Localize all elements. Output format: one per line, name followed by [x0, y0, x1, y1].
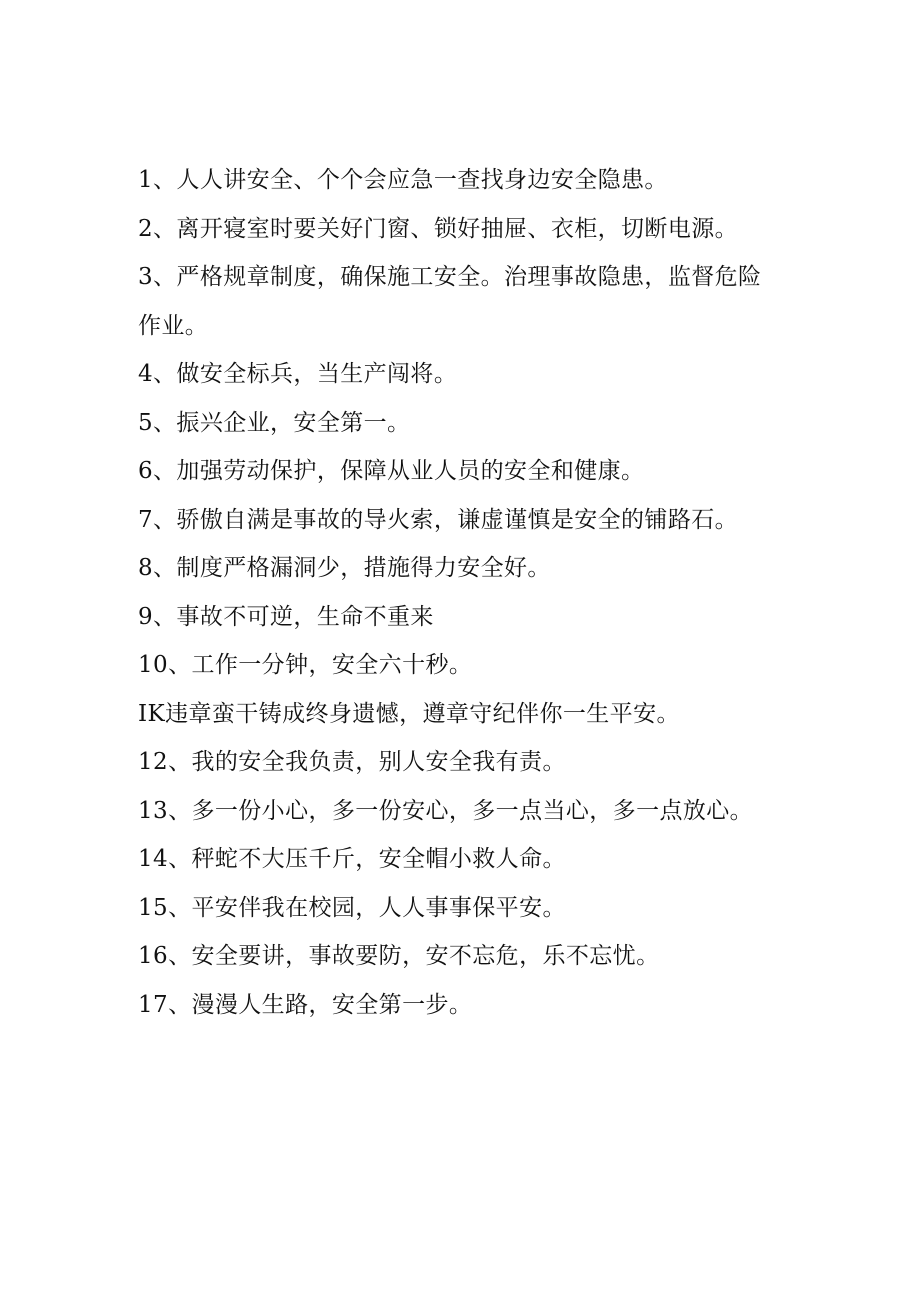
slogan-line-11: IK违章蛮干铸成终身遗憾，遵章守纪伴你一生平安。 [138, 700, 680, 727]
slogan-line-9: 9、事故不可逆，生命不重来 [138, 603, 434, 630]
slogan-line-13: 13、多一份小心，多一份安心，多一点当心，多一点放心。 [138, 797, 754, 824]
slogan-line-4: 4、做安全标兵，当生产闯将。 [138, 361, 458, 387]
slogan-line-17: 17、漫漫人生路，安全第一步。 [138, 991, 473, 1018]
slogan-line-2: 2、离开寝室时要关好门窗、锁好抽屉、衣柜，切断电源。 [138, 215, 739, 242]
slogan-line-7: 7、骄傲自满是事故的导火索，谦虚谨慎是安全的铺路石。 [138, 506, 739, 533]
slogan-line-1: 1、人人讲安全、个个会应急一查找身边安全隐患。 [138, 167, 668, 193]
slogan-line-8: 8、制度严格漏洞少，措施得力安全好。 [138, 555, 551, 581]
slogan-line-15: 15、平安伴我在校园，人人事事保平安。 [138, 894, 566, 921]
slogan-line-6: 6、加强劳动保护，保障从业人员的安全和健康。 [138, 458, 645, 484]
slogan-list [138, 156, 808, 1029]
slogan-line-12: 12、我的安全我负责，别人安全我有责。 [138, 749, 566, 775]
slogan-line-3-continued: 作业。 [138, 312, 209, 339]
slogan-line-5: 5、振兴企业，安全第一。 [138, 409, 411, 436]
slogan-line-16: 16、安全要讲，事故要防，安不忘危，乐不忘忧。 [138, 943, 660, 969]
slogan-line-14: 14、秤蛇不大压千斤，安全帽小救人命。 [138, 846, 566, 872]
slogan-line-10: 10、工作一分钟，安全六十秒。 [138, 652, 473, 678]
slogan-line-3: 3、严格规章制度，确保施工安全。治理事故隐患，监督危险 [138, 264, 762, 290]
